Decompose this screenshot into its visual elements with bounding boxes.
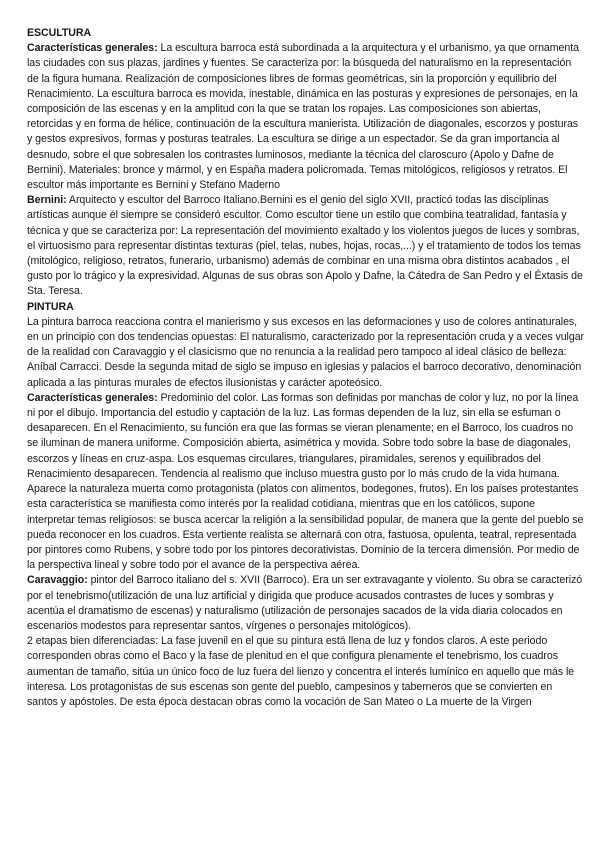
escultura-generales-label: Características generales: [27, 42, 158, 55]
pintura-generales-text: Predominio del color. Las formas son definidas por manchas de color y luz, no por la línea ni por el dibujo. Importancia del estudio y captación de la luz. Las formas dependen de la luz, sin ella se esfuman o desaparecen. En el Renacimiento, su función era que las formas se vieran plenamente; en el Barroco, los cuadros no se iluminan de manera uniforme. Composición abierta, asimétrica y movida. Sobre todo sobre la base de diagonales, escorzos y líneas en cruz-aspa. Los esquemas circulares, triangulares, piramidales, serenos y equilibrados del Renacimiento desaparecen. Tendencia al realismo que incluso muestra gusto por lo más crudo de la vida humana. Aparece la naturaleza muerta como protagonista (platos con alimentos, bodegones, frutos). En los países protestantes esta característica se manifiesta como interés por la realidad cotidiana, mientras que en los católicos, supone interpretar temas religiosos: se busca acercar la religión a la sensibilidad popular, de manera que la gente del pueblo se pueda reconocer en los cuadros. Esta vertiente realista se alternará con otra, fastuosa, opulenta, teatral, representada por pintores como Rubens, y sobre todo por los pintores decorativistas. Dominio de la tercera dimensión. Por medio de la perspectiva lineal y sobre todo por el avance de la perspectiva aérea. [27, 391, 584, 572]
pintura-generales-paragraph [27, 391, 585, 573]
bernini-text: Arquitecto y escultor del Barroco Italiano.Bernini es el genio del siglo XVII, practicó todas las disciplinas artísticas aunque él siempre se consideró escultor. Como escultor tiene un estilo que combina teatralidad, fantasía y técnica y que se caracteriza por: La representación del movimiento exaltado y los violentos juegos de luces y sombras, el virtuosismo para representar distintas texturas (piel, telas, nubes, hojas, rocas,...) y el tratamiento de todos los temas (mitológico, religioso, retratos, funerario, urbanismo) además de combinar en una misma obra distintos acabados , el gusto por lo trágico y la expresividad. Algunas de sus obras son Apolo y Dafne, la Cátedra de San Pedro y el Éxtasis de Sta. Teresa. [27, 194, 583, 298]
escultura-heading: ESCULTURA [27, 27, 92, 39]
escultura-generales-text: La escultura barroca está subordinada a la arquitectura y el urbanismo, ya que ornamenta las ciudades con sus plazas, jardines y fuentes. Se caracteriza por: la búsqueda del naturalismo en la representación de la figura humana. Realización de composiciones libres de formas geométricas, sin la proporción y equilibrio del Renacimiento. La escultura barroca es movida, inestable, dinámica en las posturas y expresiones de personajes, en la composición de las escenas y en la amplitud con la que se tratan los ropajes. Las composiciones son abiertas, retorcidas y en forma de hélice, continuación de la escultura manierista. Utilización de diagonales, escorzos y posturas y gestos expresivos, formas y posturas teatrales. La escultura se dirige a un espectador. Se da gran importancia al desnudo, sobre el que sobresalen los contrastes luminosos, mediante la técnica del claroscuro (Apolo y Dafne de Bernini). Materiales: bronce y mármol, y en España madera policromada. Temas mitológicos, religiosos y retratos. El escultor más importante es Bernini y Stefano Maderno [27, 42, 579, 192]
caravaggio-etapas-paragraph: 2 etapas bien diferenciadas: La fase juvenil en el que su pintura está llena de luz y fondos claros. A este periodo corresponden obras como el Baco y la fase de plenitud en el que configura plenamente el tenebrismo, los cuadros aumentan de tamaño, sitúa un único foco de luz fuera del lienzo y concentra el interés lumínico en aquello que más le interesa. Los protagonistas de sus escenas son gente del pueblo, campesinos y taberneros que se convierten en santos y apóstoles. De esta época destacan obras como la vocación de San Mateo o La muerte de la Virgen [27, 635, 575, 708]
pintura-generales-label: Características generales: [27, 391, 158, 404]
caravaggio-text: pintor del Barroco italiano del s. XVII (Barroco). Era un ser extravagante y violento. Su obra se caracterizó por el tenebrismo(utilización de una luz artificial y dirigida que produce acusados contrastes de luces y sombras y acentúa el dramatismo de escenas) y naturalismo (utilización de personajes sacados de la vida diaria colocados en escenarios modestos para representar santos, vírgenes o personajes mitológicos). [27, 574, 583, 632]
bernini-paragraph [27, 193, 585, 299]
caravaggio-label: Caravaggio: [27, 574, 88, 587]
bernini-label: Bernini: [27, 194, 67, 207]
pintura-heading: PINTURA [27, 300, 74, 313]
escultura-generales-paragraph [27, 41, 585, 193]
caravaggio-paragraph [27, 573, 585, 634]
document-page [27, 26, 585, 710]
pintura-intro-paragraph: La pintura barroca reacciona contra el manierismo y sus excesos en las deformaciones y uso de colores antinaturales, en un principio con dos tendencias opuestas: El naturalismo, caracterizado por la representación cruda y a veces vulgar de la realidad con Caravaggio y el clasicismo que no renuncia a la realidad pero tampoco al ideal clásico de belleza: Aníbal Carracci. Desde la segunda mitad de siglo se impuso en iglesias y palacios el barroco decorativo, denominación aplicada a las pinturas murales de efectos ilusionistas y carácter apoteósico. [27, 315, 585, 389]
